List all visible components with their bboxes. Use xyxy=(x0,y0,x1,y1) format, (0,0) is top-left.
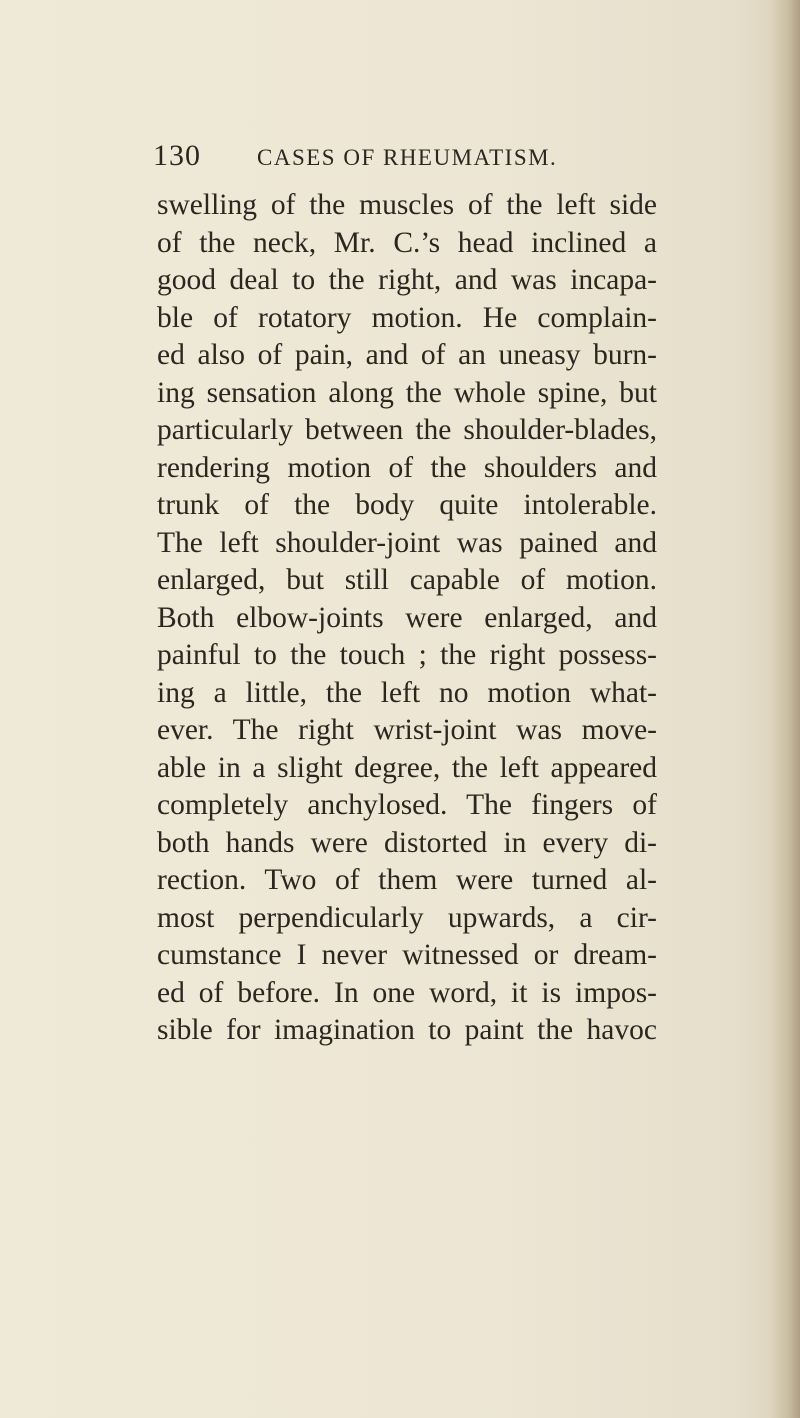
text-line: good deal to the right, and was incapa- xyxy=(157,264,657,296)
text-line: ever. The right wrist-joint was move- xyxy=(157,714,657,746)
text-line: ing sensation along the whole spine, but xyxy=(157,376,657,409)
text-line: both hands were distorted in every di- xyxy=(157,826,657,859)
text-line: The left shoulder-joint was pained and xyxy=(157,526,657,559)
text-line: ed of before. In one word, it is impos- xyxy=(157,976,657,1009)
text-line: able in a slight degree, the left appeared xyxy=(157,751,657,784)
page-header xyxy=(153,134,633,178)
text-line: completely anchylosed. The fingers of xyxy=(157,789,657,821)
body-text xyxy=(157,187,657,1050)
text-line: ble of rotatory motion. He complain- xyxy=(157,301,657,334)
text-line: rection. Two of them were turned al- xyxy=(157,864,657,896)
text-line: cumstance I never witnessed or dream- xyxy=(157,939,657,971)
text-line: ed also of pain, and of an uneasy burn- xyxy=(157,339,657,371)
text-line: rendering motion of the shoulders and xyxy=(157,451,657,484)
text-line: ing a little, the left no motion what- xyxy=(157,676,657,709)
text-line: painful to the touch ; the right possess- xyxy=(157,639,657,671)
page-edge-shadow xyxy=(770,0,800,1418)
text-line: Both elbow-joints were enlarged, and xyxy=(157,601,657,634)
text-line: swelling of the muscles of the left side xyxy=(157,189,657,221)
page-number: 130 xyxy=(153,139,201,172)
text-line: enlarged, but still capable of motion. xyxy=(157,564,657,596)
text-line: trunk of the body quite intolerable. xyxy=(157,489,657,521)
text-line: sible for imagination to paint the havoc xyxy=(157,1014,657,1046)
text-line: of the neck, Mr. C.’s head inclined a xyxy=(157,226,657,259)
text-line: most perpendicularly upwards, a cir- xyxy=(157,901,657,934)
text-line: particularly between the shoulder-blades, xyxy=(157,414,657,446)
running-head: CASES OF RHEUMATISM. xyxy=(257,145,558,170)
